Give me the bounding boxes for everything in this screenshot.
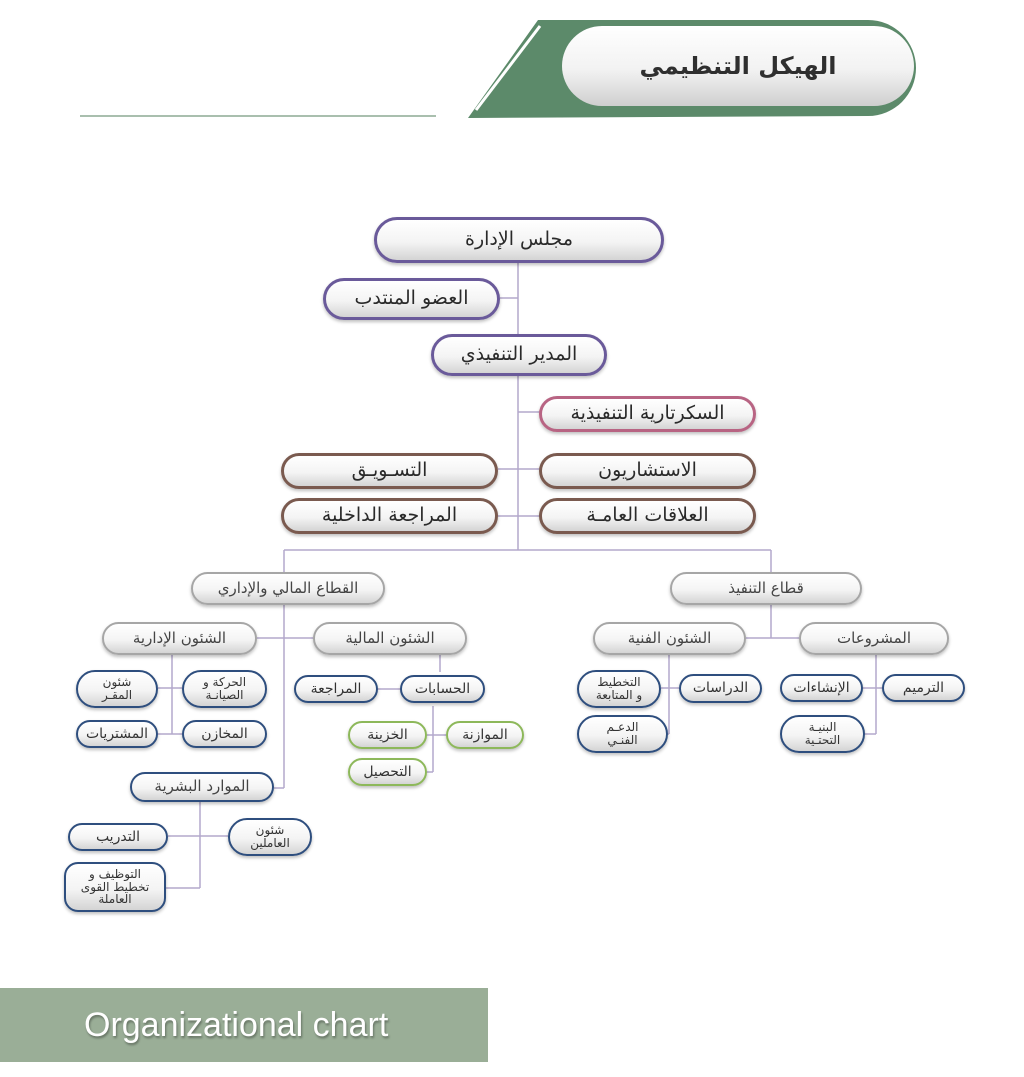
financial-affairs-node: الشئون المالية — [313, 622, 467, 655]
admin-affairs-node: الشئون الإدارية — [102, 622, 257, 655]
studies-node: الدراسات — [679, 674, 762, 703]
restoration-node: الترميم — [882, 674, 965, 702]
executive-director-node: المدير التنفيذي — [431, 334, 607, 376]
consultants-node: الاستشاريون — [539, 453, 756, 489]
marketing-node: التسـويـق — [281, 453, 498, 489]
execution-sector-node: قطاع التنفيذ — [670, 572, 862, 605]
technical-affairs-node: الشئون الفنية — [593, 622, 746, 655]
footer-band — [0, 988, 488, 1062]
finance-admin-sector-node: القطاع المالي والإداري — [191, 572, 385, 605]
auditing-node: المراجعة — [294, 675, 378, 703]
hq-affairs-node: شئون المقـر — [76, 670, 158, 708]
infrastructure-node: البنيـة التحتـية — [780, 715, 865, 753]
purchases-node: المشتريات — [76, 720, 158, 748]
planning-followup-node: التخطيط و المتابعة — [577, 670, 661, 708]
collection-node: التحصيل — [348, 758, 427, 786]
technical-support-node: الدعـم الفنـي — [577, 715, 668, 753]
constructions-node: الإنشاءات — [780, 674, 863, 702]
internal-audit-node: المراجعة الداخلية — [281, 498, 498, 534]
projects-node: المشروعات — [799, 622, 949, 655]
treasury-node: الخزينة — [348, 721, 427, 749]
page-title: الهيكل التنظيمي — [562, 26, 914, 106]
warehouses-node: المخازن — [182, 720, 267, 748]
human-resources-node: الموارد البشرية — [130, 772, 274, 802]
footer-title: Organizational chart — [84, 1005, 389, 1044]
board-node: مجلس الإدارة — [374, 217, 664, 263]
budget-node: الموازنة — [446, 721, 524, 749]
managing-member-node: العضو المنتدب — [323, 278, 500, 320]
public-relations-node: العلاقات العامـة — [539, 498, 756, 534]
executive-secretariat-node: السكرتارية التنفيذية — [539, 396, 756, 432]
accounts-node: الحسابات — [400, 675, 485, 703]
training-node: التدريب — [68, 823, 168, 851]
employee-affairs-node: شئون العاملين — [228, 818, 312, 856]
hiring-workforce-planning-node: التوظيف و تخطيط القوى العاملة — [64, 862, 166, 912]
transport-maintenance-node: الحركة و الصيانـة — [182, 670, 267, 708]
